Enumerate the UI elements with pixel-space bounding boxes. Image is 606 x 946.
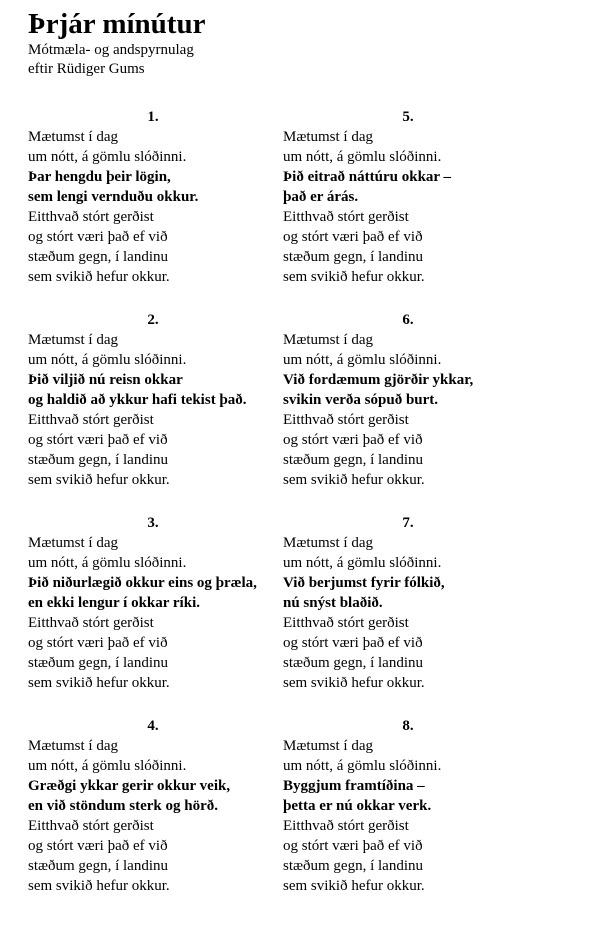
verse-2	[28, 310, 288, 490]
verse-line: og stórt væri það ef við	[28, 229, 168, 245]
song-subtitle: Mótmæla- og andspyrnulag	[28, 42, 194, 58]
song-author: eftir Rüdiger Gums	[28, 61, 145, 77]
verse-5	[283, 107, 543, 287]
verse-line-emphasis: Við fordæmum gjörðir ykkar,	[283, 372, 474, 388]
subtitle-block	[28, 41, 194, 79]
verse-line-emphasis: Við berjumst fyrir fólkið,	[283, 575, 445, 591]
verse-line: stæðum gegn, í landinu	[283, 249, 423, 265]
verse-line-emphasis: Þar hengdu þeir lögin,	[28, 169, 171, 185]
verse-line: stæðum gegn, í landinu	[28, 249, 168, 265]
verse-line: Eitthvað stórt gerðist	[283, 209, 409, 225]
verse-line-emphasis: sem lengi vernduðu okkur.	[28, 189, 199, 205]
verse-number: 5.	[402, 109, 414, 125]
verse-line-emphasis: en ekki lengur í okkar ríki.	[28, 595, 200, 611]
verse-number: 7.	[402, 515, 414, 531]
verse-line: og stórt væri það ef við	[283, 432, 423, 448]
verse-8	[283, 716, 543, 896]
verse-line: sem svikið hefur okkur.	[283, 472, 425, 488]
verse-line-emphasis: Þið niðurlægið okkur eins og þræla,	[28, 575, 257, 591]
verse-line: Eitthvað stórt gerðist	[28, 818, 154, 834]
verse-number: 6.	[402, 312, 414, 328]
verse-line: Mætumst í dag	[28, 738, 119, 754]
verse-line: Mætumst í dag	[283, 535, 374, 551]
verse-line-emphasis: Byggjum framtíðina –	[283, 778, 425, 794]
verse-line: um nótt, á gömlu slóðinni.	[283, 352, 442, 368]
verse-line: um nótt, á gömlu slóðinni.	[283, 149, 442, 165]
verse-line: um nótt, á gömlu slóðinni.	[283, 555, 442, 571]
verse-line: og stórt væri það ef við	[283, 229, 423, 245]
verse-line-emphasis: Græðgi ykkar gerir okkur veik,	[28, 778, 231, 794]
verse-7	[283, 513, 543, 693]
verse-line: sem svikið hefur okkur.	[28, 269, 170, 285]
verse-line-emphasis: Þið viljið nú reisn okkar	[28, 372, 183, 388]
verse-line: sem svikið hefur okkur.	[28, 675, 170, 691]
verse-line: stæðum gegn, í landinu	[28, 858, 168, 874]
verse-line: Mætumst í dag	[283, 129, 374, 145]
verse-line-emphasis: Þið eitrað náttúru okkar –	[283, 169, 452, 185]
verse-line: Eitthvað stórt gerðist	[28, 615, 154, 631]
page-title: Þrjár mínútur	[28, 8, 206, 40]
verse-line: Mætumst í dag	[283, 332, 374, 348]
verse-line: stæðum gegn, í landinu	[283, 452, 423, 468]
verse-line: Eitthvað stórt gerðist	[283, 412, 409, 428]
verse-line: stæðum gegn, í landinu	[283, 858, 423, 874]
verse-6	[283, 310, 543, 490]
verse-line: stæðum gegn, í landinu	[28, 655, 168, 671]
verse-line: um nótt, á gömlu slóðinni.	[28, 352, 187, 368]
verse-line: og stórt væri það ef við	[283, 838, 423, 854]
verse-line: Eitthvað stórt gerðist	[28, 209, 154, 225]
verse-number: 1.	[147, 109, 159, 125]
verse-line: um nótt, á gömlu slóðinni.	[283, 758, 442, 774]
verse-number: 2.	[147, 312, 159, 328]
verse-line: sem svikið hefur okkur.	[283, 675, 425, 691]
verse-line-emphasis: þetta er nú okkar verk.	[283, 798, 432, 814]
verse-line-emphasis: svikin verða sópuð burt.	[283, 392, 439, 408]
verse-line: Mætumst í dag	[28, 332, 119, 348]
verse-line: Mætumst í dag	[28, 129, 119, 145]
verse-line-emphasis: en við stöndum sterk og hörð.	[28, 798, 219, 814]
verse-line-emphasis: nú snýst blaðið.	[283, 595, 383, 611]
verse-line: sem svikið hefur okkur.	[28, 878, 170, 894]
verse-line: Mætumst í dag	[283, 738, 374, 754]
verse-line: um nótt, á gömlu slóðinni.	[28, 555, 187, 571]
verse-line: um nótt, á gömlu slóðinni.	[28, 758, 187, 774]
verse-line: og stórt væri það ef við	[28, 432, 168, 448]
verse-line: stæðum gegn, í landinu	[283, 655, 423, 671]
verse-1	[28, 107, 288, 287]
verse-line: um nótt, á gömlu slóðinni.	[28, 149, 187, 165]
verse-line: sem svikið hefur okkur.	[283, 269, 425, 285]
verse-line: og stórt væri það ef við	[283, 635, 423, 651]
verse-line: og stórt væri það ef við	[28, 838, 168, 854]
verse-4	[28, 716, 288, 896]
verse-line: Mætumst í dag	[28, 535, 119, 551]
verse-line-emphasis: og haldið að ykkur hafi tekist það.	[28, 392, 247, 408]
verse-line: stæðum gegn, í landinu	[28, 452, 168, 468]
verse-number: 3.	[147, 515, 159, 531]
verse-line-emphasis: það er árás.	[283, 189, 359, 205]
verse-line: Eitthvað stórt gerðist	[283, 818, 409, 834]
verse-line: sem svikið hefur okkur.	[283, 878, 425, 894]
verse-line: og stórt væri það ef við	[28, 635, 168, 651]
verse-line: Eitthvað stórt gerðist	[283, 615, 409, 631]
verse-number: 8.	[402, 718, 414, 734]
verse-line: Eitthvað stórt gerðist	[28, 412, 154, 428]
verse-number: 4.	[147, 718, 159, 734]
verse-line: sem svikið hefur okkur.	[28, 472, 170, 488]
verse-3	[28, 513, 288, 693]
